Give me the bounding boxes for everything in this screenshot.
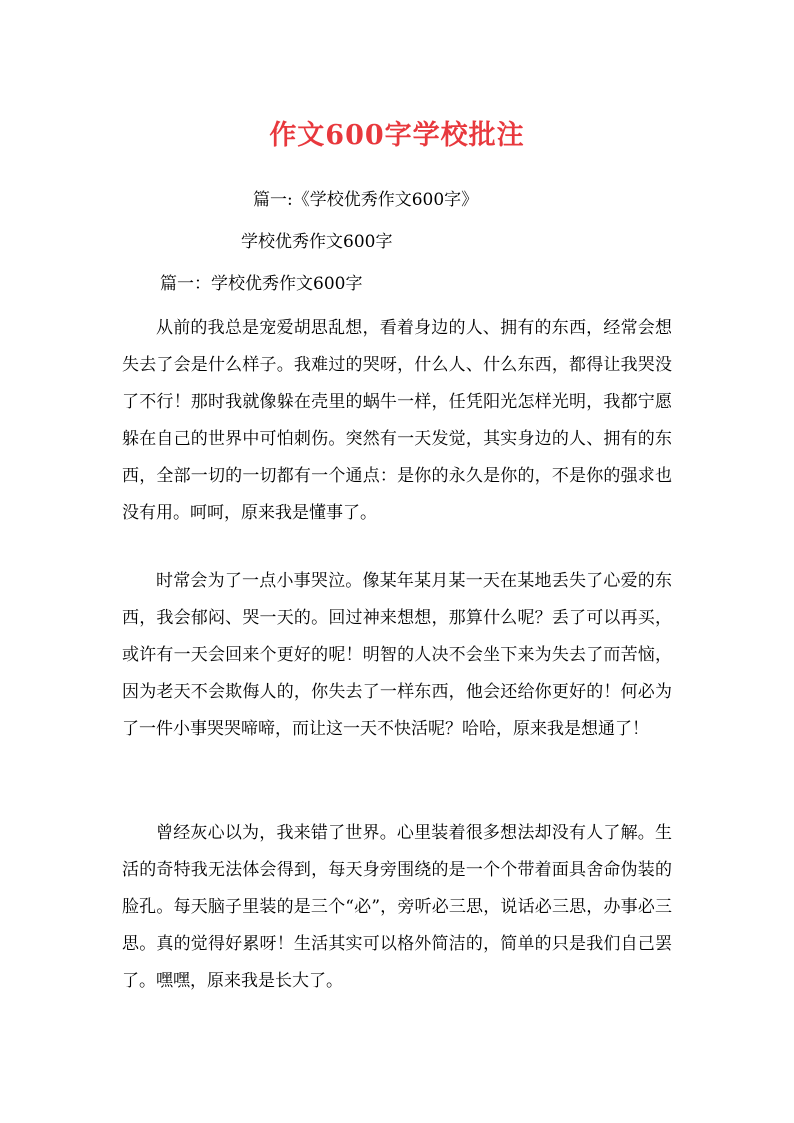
subheading-essay-title: 学校优秀作文600字 [241,232,393,252]
paragraph-3: 曾经灰心以为，我来错了世界。心里装着很多想法却没有人了解。生活的奇特我无法体会得到，每天身旁围绕的是一个个带着面具舍命伪装的脸孔。每天脑子里装的是三个“必”，旁听必三思，说话必三思，办事必三思。真的觉得好累呀！生活其实可以格外简洁的，简单的只是我们自己罢了。嘿嘿，原来我是长大了。 [122,823,672,991]
subheading-section-one: 篇一：学校优秀作文600字 [160,274,363,294]
document-title: 作文600字学校批注 [269,120,525,152]
paragraph-1: 从前的我总是宠爱胡思乱想，看着身边的人、拥有的东西，经常会想失去了会是什么样子。我难过的哭呀，什么人、什么东西，都得让我哭没了不行！那时我就像躲在壳里的蜗牛一样，任凭阳光怎样光明，我都宁愿躲在自己的世界中可怕刺伤。突然有一天发觉，其实身边的人、拥有的东西，全部一切的一切都有一个通点：是你的永久是你的，不是你的强求也没有用。呵呵，原来我是懂事了。 [122,318,672,523]
paragraph-2: 时常会为了一点小事哭泣。像某年某月某一天在某地丢失了心爱的东西，我会郁闷、哭一天的。回过神来想想，那算什么呢？丢了可以再买，或许有一天会回来个更好的呢！明智的人决不会坐下来为失去了而苦恼，因为老天不会欺侮人的，你失去了一样东西，他会还给你更好的！何必为了一件小事哭哭啼啼，而让这一天不快活呢？哈哈，原来我是想通了！ [122,571,672,739]
subheading-article-one: 篇一:《学校优秀作文600字》 [253,190,479,210]
